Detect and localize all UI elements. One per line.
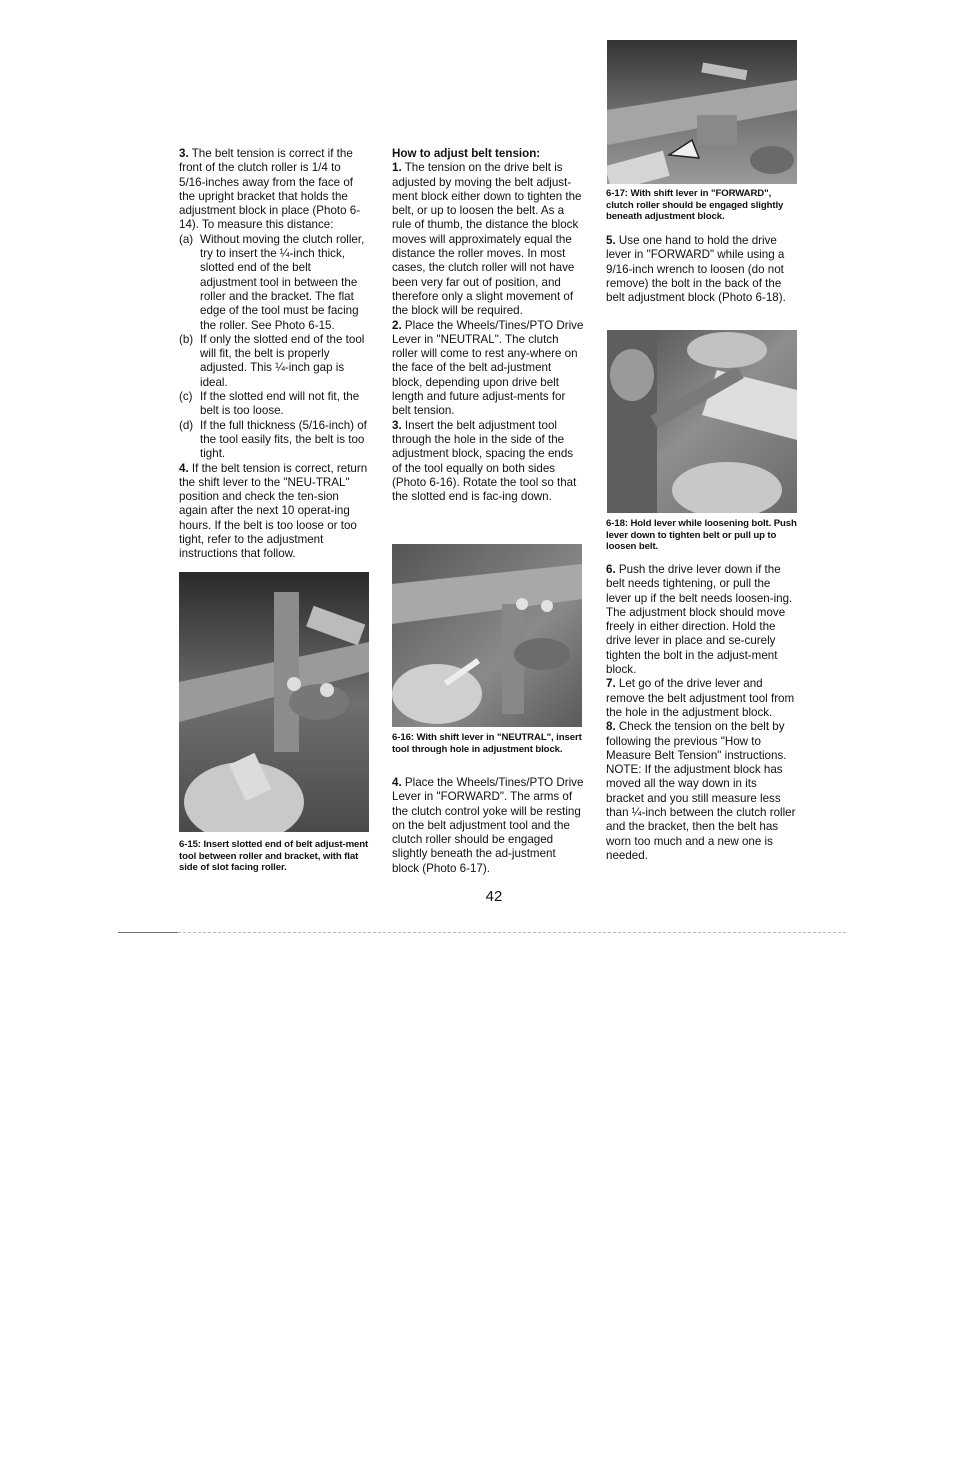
- step-8-text: Check the tension on the belt by following the previous "How to Measure Belt Tension" instructions. NOTE: If the adjustment block has moved all the way down in its bracket and you still measure less than ¼-inch between the clutch roller and the bracket, then the belt has worn too much and a new one is needed.: [606, 720, 796, 862]
- photo-6-16: [392, 544, 582, 727]
- step-3-text: Insert the belt adjustment tool through the hole in the side of the adjustment block, spacing the ends of the tool equally on both sides (Photo 6-16). Rotate the tool so that the slotted end is fac-ing down.: [392, 418, 577, 504]
- column-2: [392, 147, 584, 504]
- step-5-number: 5.: [606, 234, 616, 247]
- subitem-b: [179, 333, 369, 390]
- step-3-text: The belt tension is correct if the front of the clutch roller is 1/4 to 5/16-inches away from the face of the upright bracket that holds the adjustment block in place (Photo 6-14). To measure this distance:: [179, 147, 361, 232]
- column-2-lower: [392, 776, 584, 876]
- page-number: 42: [485, 888, 503, 905]
- step-4-text: Place the Wheels/Tines/PTO Drive Lever in "FORWARD". The arms of the clutch control yoke will be resting on the belt adjustment tool and the clutch roller should be engaged slightly beneath the ad-justment block (Photo 6-17).: [392, 776, 584, 875]
- photo-6-16-caption: 6-16: With shift lever in "NEUTRAL", insert tool through hole in adjustment block.: [392, 732, 582, 755]
- step-3-number: 3.: [392, 418, 402, 432]
- step-1-number: 1.: [392, 161, 402, 175]
- step-4-text: If the belt tension is correct, return the shift lever to the "NEU-TRAL" position and check the ten-sion again after the next 10 operat-ing hours. If the belt is too loose or too tight, refer to the adjustment instructions that follow.: [179, 461, 368, 561]
- subitem-a: [179, 233, 369, 333]
- step-1: [392, 161, 584, 318]
- subitem-marker: (a): [179, 232, 194, 246]
- photo-6-17: [607, 40, 797, 184]
- step-1-text: The tension on the drive belt is adjusted by moving the belt adjust-ment block either down to tighten the belt, or up to loosen the belt. As a rule of thumb, the distance the block moves will approximately equal the distance the roller moves. In most cases, the clutch roller will not have been very far out of position, and therefore only a slight movement of the block will be required.: [392, 161, 582, 318]
- subitem-c: [179, 390, 369, 419]
- photo-6-15: [179, 572, 369, 832]
- page-divider: [118, 932, 846, 933]
- step-3-number: 3.: [179, 147, 189, 160]
- photo-6-18: [607, 330, 797, 513]
- subitem-marker: (b): [179, 332, 194, 346]
- step-6-number: 6.: [606, 563, 616, 576]
- step-2: [392, 319, 584, 419]
- step-4-number: 4.: [179, 461, 189, 475]
- step-3: [392, 419, 584, 505]
- step-4-number: 4.: [392, 776, 402, 789]
- step-2-number: 2.: [392, 318, 402, 332]
- column-3: [606, 234, 798, 305]
- step-2-text: Place the Wheels/Tines/PTO Drive Lever in "NEUTRAL". The clutch roller will come to rest any-where on the face of the belt ad-justment block, depending upon drive belt length and future adjust-ments for belt tension.: [392, 318, 584, 418]
- step-5: [606, 234, 798, 305]
- subitem-text: If the slotted end will not fit, the belt is too loose.: [200, 390, 360, 418]
- column-3-lower: [606, 563, 798, 863]
- section-heading: How to adjust belt tension:: [392, 147, 541, 160]
- step-8-number: 8.: [606, 720, 616, 734]
- step-6-text: Push the drive lever down if the belt needs tightening, or pull the lever up if the belt needs loosen-ing. The adjustment block should move freely in either direction. Hold the drive lever in place and se-curely tighten the bolt in the adjust-ment block.: [606, 563, 793, 677]
- step-4: [392, 776, 584, 876]
- step-7-number: 7.: [606, 677, 616, 691]
- photo-6-18-caption: 6-18: Hold lever while loosening bolt. Push lever down to tighten belt or pull up to loosen belt.: [606, 518, 797, 553]
- subitem-text: Without moving the clutch roller, try to insert the ¼-inch thick, slotted end of the belt adjustment tool in between the roller and the bracket. The flat edge of the tool must be facing the roller. See Photo 6-15.: [200, 232, 365, 332]
- subitem-text: If only the slotted end of the tool will fit, the belt is properly adjusted. This ¼-inch gap is ideal.: [200, 332, 365, 389]
- step-3: [179, 147, 369, 233]
- page-divider-mark: [118, 932, 178, 933]
- step-7: [606, 677, 798, 720]
- step-7-text: Let go of the drive lever and remove the belt adjustment tool from the hole in the adjustment block.: [606, 677, 795, 719]
- subitem-text: If the full thickness (5/16-inch) of the tool easily fits, the belt is too tight.: [200, 418, 367, 461]
- subitem-marker: (c): [179, 390, 193, 404]
- subitem-marker: (d): [179, 418, 194, 432]
- subitem-d: [179, 419, 369, 462]
- photo-6-17-caption: 6-17: With shift lever in "FORWARD", clutch roller should be engaged slightly beneath adjustment block.: [606, 188, 784, 223]
- step-5-text: Use one hand to hold the drive lever in "FORWARD" while using a 9/16-inch wrench to loosen (do not remove) the bolt in the back of the belt adjustment block (Photo 6-18).: [606, 234, 786, 305]
- column-1: [179, 147, 369, 562]
- step-4: [179, 462, 369, 562]
- step-8: [606, 720, 798, 863]
- step-6: [606, 563, 798, 677]
- photo-6-15-caption: 6-15: Insert slotted end of belt adjust-ment tool between roller and bracket, with flat side of slot facing roller.: [179, 839, 369, 874]
